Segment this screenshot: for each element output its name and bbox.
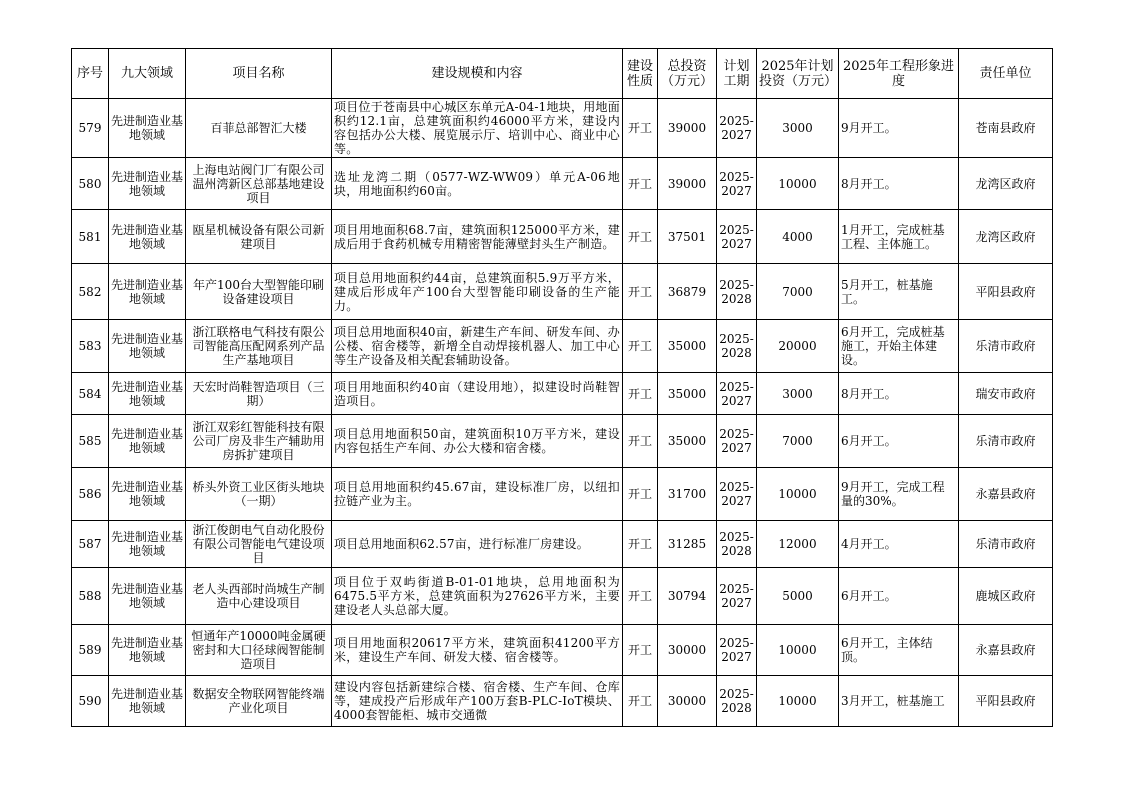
table-row [72,468,1053,521]
header-invest: 总投资（万元） [658,49,717,99]
row-plan-2025: 10000 [757,468,839,521]
header-unit: 责任单位 [959,49,1053,99]
row-plan-2025: 3000 [757,373,839,415]
row-responsible-unit: 苍南县政府 [959,99,1053,158]
table-row [72,521,1053,568]
row-responsible-unit: 平阳县政府 [959,676,1053,727]
row-scale: 项目总用地面积约44亩，总建筑面积5.9万平方米，建成后形成年产100台大型智能印刷设备的生产能力。 [332,264,623,320]
row-domain: 先进制造业基地领域 [109,210,186,264]
row-total-invest: 31700 [658,468,717,521]
row-seq: 583 [72,320,109,373]
row-seq: 582 [72,264,109,320]
header-scale: 建设规模和内容 [332,49,623,99]
row-seq: 588 [72,568,109,625]
row-progress-2025: 3月开工，桩基施工 [839,676,959,727]
row-plan-2025: 10000 [757,676,839,727]
row-total-invest: 37501 [658,210,717,264]
row-scale: 项目位于双屿街道B-01-01地块，总用地面积为6475.5平方米，总建筑面积为27626平方米，主要建设老人头总部大厦。 [332,568,623,625]
row-project-name: 百菲总部智汇大楼 [186,99,332,158]
row-domain: 先进制造业基地领域 [109,625,186,676]
row-responsible-unit: 瑞安市政府 [959,373,1053,415]
header-period: 计划工期 [717,49,757,99]
row-project-name: 浙江联格电气科技有限公司智能高压配网系列产品生产基地项目 [186,320,332,373]
row-nature: 开工 [623,625,658,676]
row-plan-2025: 7000 [757,415,839,468]
row-progress-2025: 6月开工，主体结顶。 [839,625,959,676]
row-plan-2025: 10000 [757,158,839,210]
row-domain: 先进制造业基地领域 [109,676,186,727]
row-nature: 开工 [623,521,658,568]
row-progress-2025: 8月开工。 [839,158,959,210]
row-seq: 584 [72,373,109,415]
row-nature: 开工 [623,320,658,373]
table-row [72,373,1053,415]
row-domain: 先进制造业基地领域 [109,415,186,468]
row-total-invest: 39000 [658,99,717,158]
row-seq: 589 [72,625,109,676]
row-period: 2025-2027 [717,373,757,415]
row-seq: 580 [72,158,109,210]
row-nature: 开工 [623,568,658,625]
row-responsible-unit: 龙湾区政府 [959,210,1053,264]
header-name: 项目名称 [186,49,332,99]
row-project-name: 桥头外资工业区街头地块（一期） [186,468,332,521]
table-row [72,625,1053,676]
row-project-name: 上海电站阀门厂有限公司温州湾新区总部基地建设项目 [186,158,332,210]
table-row [72,99,1053,158]
row-plan-2025: 5000 [757,568,839,625]
header-plan-2025: 2025年计划投资（万元） [757,49,839,99]
header-domain: 九大领域 [109,49,186,99]
header-progress-2025: 2025年工程形象进度 [839,49,959,99]
row-project-name: 瓯星机械设备有限公司新建项目 [186,210,332,264]
row-scale: 项目总用地面积62.57亩，进行标准厂房建设。 [332,521,623,568]
row-period: 2025-2028 [717,264,757,320]
row-total-invest: 31285 [658,521,717,568]
row-project-name: 恒通年产10000吨金属硬密封和大口径球阀智能制造项目 [186,625,332,676]
row-nature: 开工 [623,99,658,158]
row-period: 2025-2027 [717,625,757,676]
row-domain: 先进制造业基地领域 [109,99,186,158]
row-period: 2025-2028 [717,320,757,373]
row-total-invest: 35000 [658,373,717,415]
row-total-invest: 39000 [658,158,717,210]
row-progress-2025: 6月开工。 [839,568,959,625]
row-total-invest: 30000 [658,676,717,727]
row-seq: 586 [72,468,109,521]
row-total-invest: 35000 [658,415,717,468]
row-domain: 先进制造业基地领域 [109,568,186,625]
row-plan-2025: 20000 [757,320,839,373]
row-plan-2025: 4000 [757,210,839,264]
row-responsible-unit: 鹿城区政府 [959,568,1053,625]
row-responsible-unit: 永嘉县政府 [959,468,1053,521]
row-project-name: 老人头西部时尚城生产制造中心建设项目 [186,568,332,625]
project-table [71,48,1053,727]
row-scale: 项目用地面积约40亩（建设用地），拟建设时尚鞋智造项目。 [332,373,623,415]
row-domain: 先进制造业基地领域 [109,158,186,210]
row-total-invest: 36879 [658,264,717,320]
row-domain: 先进制造业基地领域 [109,468,186,521]
row-nature: 开工 [623,468,658,521]
row-nature: 开工 [623,210,658,264]
row-scale: 项目用地面积20617平方米，建筑面积41200平方米，建设生产车间、研发大楼、宿舍楼等。 [332,625,623,676]
row-plan-2025: 7000 [757,264,839,320]
row-project-name: 数据安全物联网智能终端产业化项目 [186,676,332,727]
table-row [72,568,1053,625]
row-nature: 开工 [623,415,658,468]
row-project-name: 天宏时尚鞋智造项目（三期） [186,373,332,415]
row-period: 2025-2028 [717,521,757,568]
row-nature: 开工 [623,676,658,727]
row-plan-2025: 10000 [757,625,839,676]
table-row [72,415,1053,468]
row-plan-2025: 3000 [757,99,839,158]
table-row [72,676,1053,727]
row-progress-2025: 1月开工，完成桩基工程、主体施工。 [839,210,959,264]
row-progress-2025: 9月开工，完成工程量的30%。 [839,468,959,521]
row-progress-2025: 5月开工，桩基施工。 [839,264,959,320]
row-responsible-unit: 乐清市政府 [959,415,1053,468]
table-row [72,158,1053,210]
row-scale: 项目位于苍南县中心城区东单元A-04-1地块，用地面积约12.1亩，总建筑面积约46000平方米，建设内容包括办公大楼、展览展示厅、培训中心、商业中心等。 [332,99,623,158]
row-responsible-unit: 乐清市政府 [959,521,1053,568]
table-row [72,264,1053,320]
row-period: 2025-2027 [717,415,757,468]
row-nature: 开工 [623,264,658,320]
row-scale: 项目总用地面积50亩，建筑面积10万平方米，建设内容包括生产车间、办公大楼和宿舍楼。 [332,415,623,468]
header-nature: 建设性质 [623,49,658,99]
row-period: 2025-2027 [717,99,757,158]
row-nature: 开工 [623,158,658,210]
row-domain: 先进制造业基地领域 [109,373,186,415]
row-scale: 项目总用地面积40亩，新建生产车间、研发车间、办公楼、宿舍楼等，新增全自动焊接机器人、加工中心等生产设备及相关配套辅助设备。 [332,320,623,373]
row-plan-2025: 12000 [757,521,839,568]
row-scale: 建设内容包括新建综合楼、宿舍楼、生产车间、仓库等，建成投产后形成年产100万套B-PLC-IoT模块、4000套智能柜、城市交通微 [332,676,623,727]
row-period: 2025-2027 [717,568,757,625]
row-seq: 581 [72,210,109,264]
row-total-invest: 30000 [658,625,717,676]
row-domain: 先进制造业基地领域 [109,320,186,373]
row-period: 2025-2027 [717,158,757,210]
row-responsible-unit: 龙湾区政府 [959,158,1053,210]
row-project-name: 浙江俊朗电气自动化股份有限公司智能电气建设项目 [186,521,332,568]
header-seq: 序号 [72,49,109,99]
row-progress-2025: 9月开工。 [839,99,959,158]
row-nature: 开工 [623,373,658,415]
row-scale: 项目用地面积68.7亩，建筑面积125000平方米，建成后用于食药机械专用精密智能薄壁封头生产制造。 [332,210,623,264]
row-responsible-unit: 永嘉县政府 [959,625,1053,676]
row-project-name: 年产100台大型智能印刷设备建设项目 [186,264,332,320]
row-progress-2025: 6月开工，完成桩基施工，开始主体建设。 [839,320,959,373]
row-scale: 项目总用地面积约45.67亩，建设标准厂房，以纽扣拉链产业为主。 [332,468,623,521]
table-header-row [72,49,1053,99]
row-progress-2025: 4月开工。 [839,521,959,568]
row-project-name: 浙江双彩红智能科技有限公司厂房及非生产辅助用房拆扩建项目 [186,415,332,468]
row-period: 2025-2028 [717,676,757,727]
row-period: 2025-2027 [717,210,757,264]
row-progress-2025: 8月开工。 [839,373,959,415]
row-responsible-unit: 平阳县政府 [959,264,1053,320]
row-seq: 585 [72,415,109,468]
row-seq: 587 [72,521,109,568]
table-row [72,320,1053,373]
row-total-invest: 35000 [658,320,717,373]
row-progress-2025: 6月开工。 [839,415,959,468]
row-seq: 590 [72,676,109,727]
row-responsible-unit: 乐清市政府 [959,320,1053,373]
table-row [72,210,1053,264]
row-scale: 选址龙湾二期（0577-WZ-WW09）单元A-06地块，用地面积约60亩。 [332,158,623,210]
row-period: 2025-2027 [717,468,757,521]
row-domain: 先进制造业基地领域 [109,264,186,320]
row-seq: 579 [72,99,109,158]
row-domain: 先进制造业基地领域 [109,521,186,568]
row-total-invest: 30794 [658,568,717,625]
